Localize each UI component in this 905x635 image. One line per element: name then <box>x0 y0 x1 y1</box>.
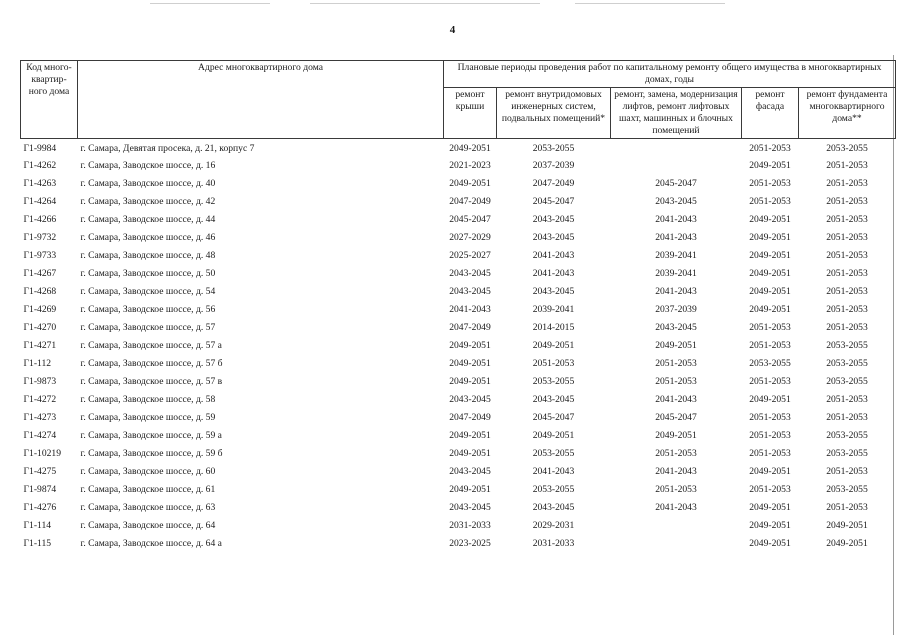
table-row <box>21 301 896 319</box>
row-facade-period: 2049-2051 <box>749 214 791 225</box>
header-roof: ремонт крыши <box>444 88 497 139</box>
row-code: Г1-4272 <box>23 394 57 405</box>
table-row <box>21 157 896 175</box>
row-facade-period: 2049-2051 <box>749 394 791 405</box>
row-engineering-period: 2043-2045 <box>532 214 575 225</box>
row-facade-period: 2049-2051 <box>749 232 791 243</box>
row-roof-period: 2043-2045 <box>449 502 491 513</box>
row-engineering-period: 2043-2045 <box>532 394 575 405</box>
row-code: Г1-4270 <box>23 322 57 333</box>
table-row <box>21 247 896 265</box>
row-foundation-period: 2053-2055 <box>826 430 868 441</box>
header-address: Адрес многоквартирного дома <box>78 61 444 139</box>
row-elevators-period: 2049-2051 <box>655 430 697 441</box>
row-address: г. Самара, Заводское шоссе, д. 57 в <box>80 376 223 387</box>
row-engineering-period: 2049-2051 <box>532 340 575 351</box>
row-code: Г1-114 <box>23 520 52 531</box>
row-engineering-period: 2053-2055 <box>532 376 575 387</box>
header-planned-periods: Плановые периоды проведения работ по капитальному ремонту общего имущества в многоквартирных домах, годы <box>444 61 896 88</box>
row-foundation-period: 2051-2053 <box>826 250 868 261</box>
table-row <box>21 139 896 158</box>
table-row <box>21 319 896 337</box>
row-address: г. Самара, Заводское шоссе, д. 59 а <box>80 430 222 441</box>
row-address: г. Самара, Заводское шоссе, д. 57 а <box>80 340 222 351</box>
row-elevators-period: 2041-2043 <box>655 466 697 477</box>
table-row <box>21 265 896 283</box>
row-engineering-period: 2049-2051 <box>532 430 575 441</box>
table-row <box>21 373 896 391</box>
table-row <box>21 517 896 535</box>
row-elevators-period: 2049-2051 <box>655 340 697 351</box>
row-address: г. Самара, Заводское шоссе, д. 42 <box>80 196 216 207</box>
row-foundation-period: 2053-2055 <box>826 484 868 495</box>
table-row <box>21 463 896 481</box>
row-facade-period: 2049-2051 <box>749 538 791 549</box>
header-code: Код много-квартир-ного дома <box>21 61 78 139</box>
table-row <box>21 499 896 517</box>
header-engineering-systems: ремонт внутридомовых инженерных систем, подвальных помещений* <box>497 88 611 139</box>
row-foundation-period: 2051-2053 <box>826 178 868 189</box>
row-address: г. Самара, Заводское шоссе, д. 58 <box>80 394 216 405</box>
row-engineering-period: 2039-2041 <box>532 304 575 315</box>
row-engineering-period: 2037-2039 <box>532 160 575 171</box>
row-address: г. Самара, Заводское шоссе, д. 16 <box>80 160 216 171</box>
row-roof-period: 2047-2049 <box>449 196 491 207</box>
row-code: Г1-112 <box>23 358 52 369</box>
row-facade-period: 2051-2053 <box>749 376 791 387</box>
row-address: г. Самара, Заводское шоссе, д. 60 <box>80 466 216 477</box>
row-facade-period: 2051-2053 <box>749 340 791 351</box>
row-code: Г1-9874 <box>23 484 57 495</box>
row-roof-period: 2049-2051 <box>449 448 491 459</box>
row-engineering-period: 2045-2047 <box>532 412 575 423</box>
row-foundation-period: 2053-2055 <box>826 340 868 351</box>
row-code: Г1-4276 <box>23 502 57 513</box>
row-roof-period: 2049-2051 <box>449 143 491 154</box>
row-engineering-period: 2053-2055 <box>532 484 575 495</box>
row-roof-period: 2031-2033 <box>449 520 491 531</box>
row-elevators-period: 2039-2041 <box>655 250 697 261</box>
row-roof-period: 2027-2029 <box>449 232 491 243</box>
row-code: Г1-9732 <box>23 232 57 243</box>
table-row <box>21 481 896 499</box>
row-roof-period: 2025-2027 <box>449 250 491 261</box>
row-code: Г1-10219 <box>23 448 62 459</box>
scan-top-rule-right <box>575 3 725 4</box>
row-code: Г1-4274 <box>23 430 57 441</box>
row-foundation-period: 2051-2053 <box>826 502 868 513</box>
row-facade-period: 2051-2053 <box>749 430 791 441</box>
row-facade-period: 2049-2051 <box>749 268 791 279</box>
row-engineering-period: 2053-2055 <box>532 448 575 459</box>
row-elevators-period: 2051-2053 <box>655 376 697 387</box>
row-elevators-period: 2041-2043 <box>655 394 697 405</box>
row-foundation-period: 2053-2055 <box>826 448 868 459</box>
row-roof-period: 2049-2051 <box>449 376 491 387</box>
row-address: г. Самара, Заводское шоссе, д. 44 <box>80 214 216 225</box>
row-code: Г1-4262 <box>23 160 57 171</box>
row-foundation-period: 2051-2053 <box>826 160 868 171</box>
row-engineering-period: 2043-2045 <box>532 502 575 513</box>
table-row <box>21 211 896 229</box>
row-facade-period: 2049-2051 <box>749 286 791 297</box>
row-address: г. Самара, Заводское шоссе, д. 56 <box>80 304 216 315</box>
row-address: г. Самара, Заводское шоссе, д. 46 <box>80 232 216 243</box>
row-facade-period: 2053-2055 <box>749 358 791 369</box>
table-row <box>21 355 896 373</box>
row-roof-period: 2047-2049 <box>449 322 491 333</box>
row-facade-period: 2051-2053 <box>749 322 791 333</box>
row-foundation-period: 2049-2051 <box>826 520 868 531</box>
row-roof-period: 2047-2049 <box>449 412 491 423</box>
row-elevators-period: 2043-2045 <box>655 322 697 333</box>
row-elevators-period: 2041-2043 <box>655 214 697 225</box>
row-code: Г1-9873 <box>23 376 57 387</box>
row-facade-period: 2049-2051 <box>749 520 791 531</box>
row-foundation-period: 2051-2053 <box>826 196 868 207</box>
row-roof-period: 2045-2047 <box>449 214 491 225</box>
row-engineering-period: 2045-2047 <box>532 196 575 207</box>
page-number: 4 <box>449 24 456 36</box>
capital-repair-schedule-table <box>20 60 896 553</box>
row-code: Г1-4269 <box>23 304 57 315</box>
row-foundation-period: 2051-2053 <box>826 322 868 333</box>
row-roof-period: 2041-2043 <box>449 304 491 315</box>
row-engineering-period: 2051-2053 <box>532 358 575 369</box>
row-code: Г1-4264 <box>23 196 57 207</box>
row-engineering-period: 2047-2049 <box>532 178 575 189</box>
row-address: г. Самара, Заводское шоссе, д. 61 <box>80 484 216 495</box>
scan-top-rule-left <box>150 3 270 4</box>
row-foundation-period: 2051-2053 <box>826 466 868 477</box>
row-facade-period: 2051-2053 <box>749 484 791 495</box>
row-engineering-period: 2041-2043 <box>532 466 575 477</box>
row-code: Г1-9984 <box>23 143 57 154</box>
table-row <box>21 391 896 409</box>
row-foundation-period: 2053-2055 <box>826 143 868 154</box>
row-elevators-period <box>611 139 742 158</box>
row-address: г. Самара, Заводское шоссе, д. 57 б <box>80 358 223 369</box>
row-elevators-period <box>611 535 742 553</box>
table-row <box>21 445 896 463</box>
header-facade: ремонт фасада <box>742 88 799 139</box>
row-address: г. Самара, Заводское шоссе, д. 59 <box>80 412 216 423</box>
row-engineering-period: 2014-2015 <box>532 322 575 333</box>
row-facade-period: 2051-2053 <box>749 143 791 154</box>
row-address: г. Самара, Заводское шоссе, д. 54 <box>80 286 216 297</box>
row-facade-period: 2049-2051 <box>749 466 791 477</box>
row-engineering-period: 2041-2043 <box>532 268 575 279</box>
row-elevators-period: 2051-2053 <box>655 358 697 369</box>
table-body <box>21 139 896 554</box>
table-row <box>21 409 896 427</box>
row-foundation-period: 2051-2053 <box>826 304 868 315</box>
row-roof-period: 2043-2045 <box>449 394 491 405</box>
table-row <box>21 427 896 445</box>
row-foundation-period: 2053-2055 <box>826 376 868 387</box>
row-roof-period: 2049-2051 <box>449 430 491 441</box>
row-elevators-period <box>611 517 742 535</box>
row-elevators-period: 2045-2047 <box>655 412 697 423</box>
row-facade-period: 2049-2051 <box>749 304 791 315</box>
row-roof-period: 2049-2051 <box>449 340 491 351</box>
row-elevators-period <box>611 157 742 175</box>
row-code: Г1-4271 <box>23 340 57 351</box>
row-facade-period: 2049-2051 <box>749 250 791 261</box>
row-code: Г1-4267 <box>23 268 57 279</box>
row-facade-period: 2051-2053 <box>749 178 791 189</box>
row-facade-period: 2049-2051 <box>749 502 791 513</box>
row-address: г. Самара, Заводское шоссе, д. 57 <box>80 322 216 333</box>
row-elevators-period: 2039-2041 <box>655 268 697 279</box>
row-elevators-period: 2041-2043 <box>655 502 697 513</box>
row-foundation-period: 2053-2055 <box>826 358 868 369</box>
row-roof-period: 2021-2023 <box>449 160 491 171</box>
table-row <box>21 229 896 247</box>
row-address: г. Самара, Заводское шоссе, д. 40 <box>80 178 216 189</box>
row-foundation-period: 2051-2053 <box>826 232 868 243</box>
row-address: г. Самара, Заводское шоссе, д. 50 <box>80 268 216 279</box>
row-engineering-period: 2053-2055 <box>532 143 575 154</box>
row-foundation-period: 2049-2051 <box>826 538 868 549</box>
row-code: Г1-4275 <box>23 466 57 477</box>
row-code: Г1-4268 <box>23 286 57 297</box>
row-elevators-period: 2041-2043 <box>655 232 697 243</box>
row-elevators-period: 2043-2045 <box>655 196 697 207</box>
row-engineering-period: 2029-2031 <box>532 520 575 531</box>
header-elevators: ремонт, замена, модернизация лифтов, ремонт лифтовых шахт, машинных и блочных помещений <box>611 88 742 139</box>
row-foundation-period: 2051-2053 <box>826 268 868 279</box>
row-facade-period: 2049-2051 <box>749 160 791 171</box>
table-row <box>21 535 896 553</box>
row-roof-period: 2043-2045 <box>449 466 491 477</box>
row-facade-period: 2051-2053 <box>749 448 791 459</box>
row-address: г. Самара, Заводское шоссе, д. 59 б <box>80 448 223 459</box>
row-address: г. Самара, Девятая просека, д. 21, корпус 7 <box>80 143 255 154</box>
row-address: г. Самара, Заводское шоссе, д. 63 <box>80 502 216 513</box>
row-elevators-period: 2051-2053 <box>655 448 697 459</box>
row-elevators-period: 2041-2043 <box>655 286 697 297</box>
row-address: г. Самара, Заводское шоссе, д. 64 а <box>80 538 222 549</box>
row-roof-period: 2049-2051 <box>449 178 491 189</box>
row-code: Г1-4263 <box>23 178 57 189</box>
row-roof-period: 2049-2051 <box>449 484 491 495</box>
header-foundation: ремонт фундамента многоквартирного дома** <box>799 88 896 139</box>
table-row <box>21 337 896 355</box>
row-engineering-period: 2043-2045 <box>532 286 575 297</box>
row-roof-period: 2043-2045 <box>449 268 491 279</box>
row-elevators-period: 2051-2053 <box>655 484 697 495</box>
row-code: Г1-9733 <box>23 250 57 261</box>
row-engineering-period: 2031-2033 <box>532 538 575 549</box>
row-facade-period: 2051-2053 <box>749 412 791 423</box>
row-code: Г1-4273 <box>23 412 57 423</box>
row-engineering-period: 2041-2043 <box>532 250 575 261</box>
row-code: Г1-4266 <box>23 214 57 225</box>
row-foundation-period: 2051-2053 <box>826 214 868 225</box>
row-roof-period: 2049-2051 <box>449 358 491 369</box>
row-elevators-period: 2037-2039 <box>655 304 697 315</box>
row-roof-period: 2043-2045 <box>449 286 491 297</box>
table-row <box>21 175 896 193</box>
row-foundation-period: 2051-2053 <box>826 286 868 297</box>
row-code: Г1-115 <box>23 538 52 549</box>
row-elevators-period: 2045-2047 <box>655 178 697 189</box>
row-foundation-period: 2051-2053 <box>826 394 868 405</box>
row-roof-period: 2023-2025 <box>449 538 491 549</box>
table-row <box>21 193 896 211</box>
row-address: г. Самара, Заводское шоссе, д. 64 <box>80 520 216 531</box>
scan-top-rule-center <box>310 3 540 4</box>
row-engineering-period: 2043-2045 <box>532 232 575 243</box>
row-address: г. Самара, Заводское шоссе, д. 48 <box>80 250 216 261</box>
row-facade-period: 2051-2053 <box>749 196 791 207</box>
table-row <box>21 283 896 301</box>
row-foundation-period: 2051-2053 <box>826 412 868 423</box>
